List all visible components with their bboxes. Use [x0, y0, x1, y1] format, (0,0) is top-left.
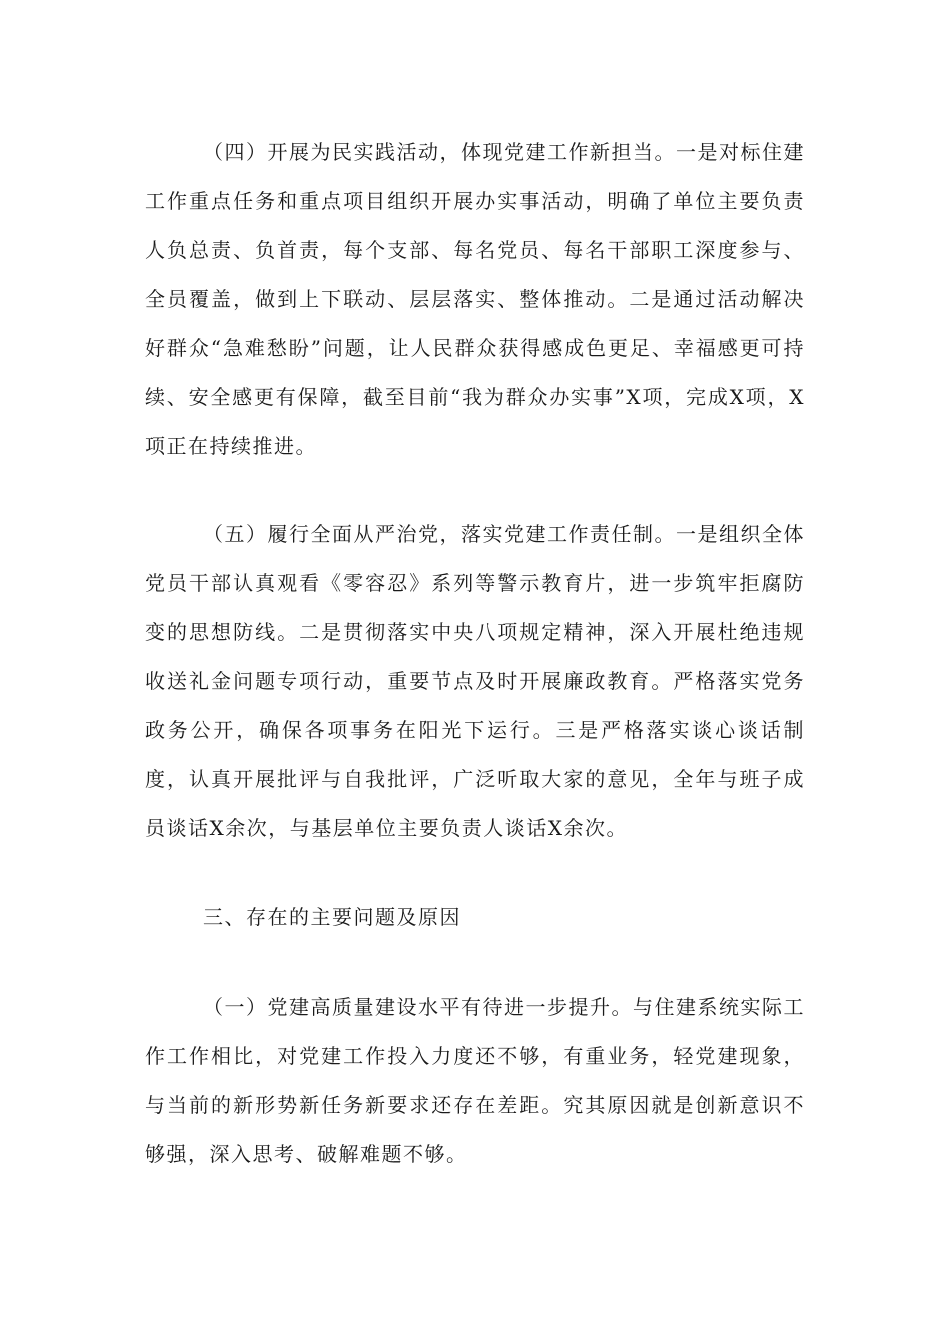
paragraph-section-five: （五）履行全面从严治党，落实党建工作责任制。一是组织全体党员干部认真观看《零容忍》系列等警示教育片，进一步筑牢拒腐防变的思想防线。二是贯彻落实中央八项规定精神，深入开展杜绝违规收送礼金问题专项行动，重要节点及时开展廉政教育。严格落实党务政务公开，确保各项事务在阳光下运行。三是严格落实谈心谈话制度，认真开展批评与自我批评，广泛听取大家的意见，全年与班子成员谈话X余次，与基层单位主要负责人谈话X余次。 — [145, 522, 805, 840]
paragraph-problem-one: （一）党建高质量建设水平有待进一步提升。与住建系统实际工作工作相比，对党建工作投入力度还不够，有重业务，轻党建现象，与当前的新形势新任务新要求还存在差距。究其原因就是创新意识不够强，深入思考、破解难题不够。 — [145, 995, 805, 1166]
paragraph-section-four: （四）开展为民实践活动，体现党建工作新担当。一是对标住建工作重点任务和重点项目组织开展办实事活动，明确了单位主要负责人负总责、负首责，每个支部、每名党员、每名干部职工深度参与、全员覆盖，做到上下联动、层层落实、整体推动。二是通过活动解决好群众“急难愁盼”问题，让人民群众获得感成色更足、幸福感更可持续、安全感更有保障，截至目前“我为群众办实事”X项，完成X项，X项正在持续推进。 — [145, 140, 805, 458]
section-heading-problems: 三、存在的主要问题及原因 — [203, 905, 461, 929]
